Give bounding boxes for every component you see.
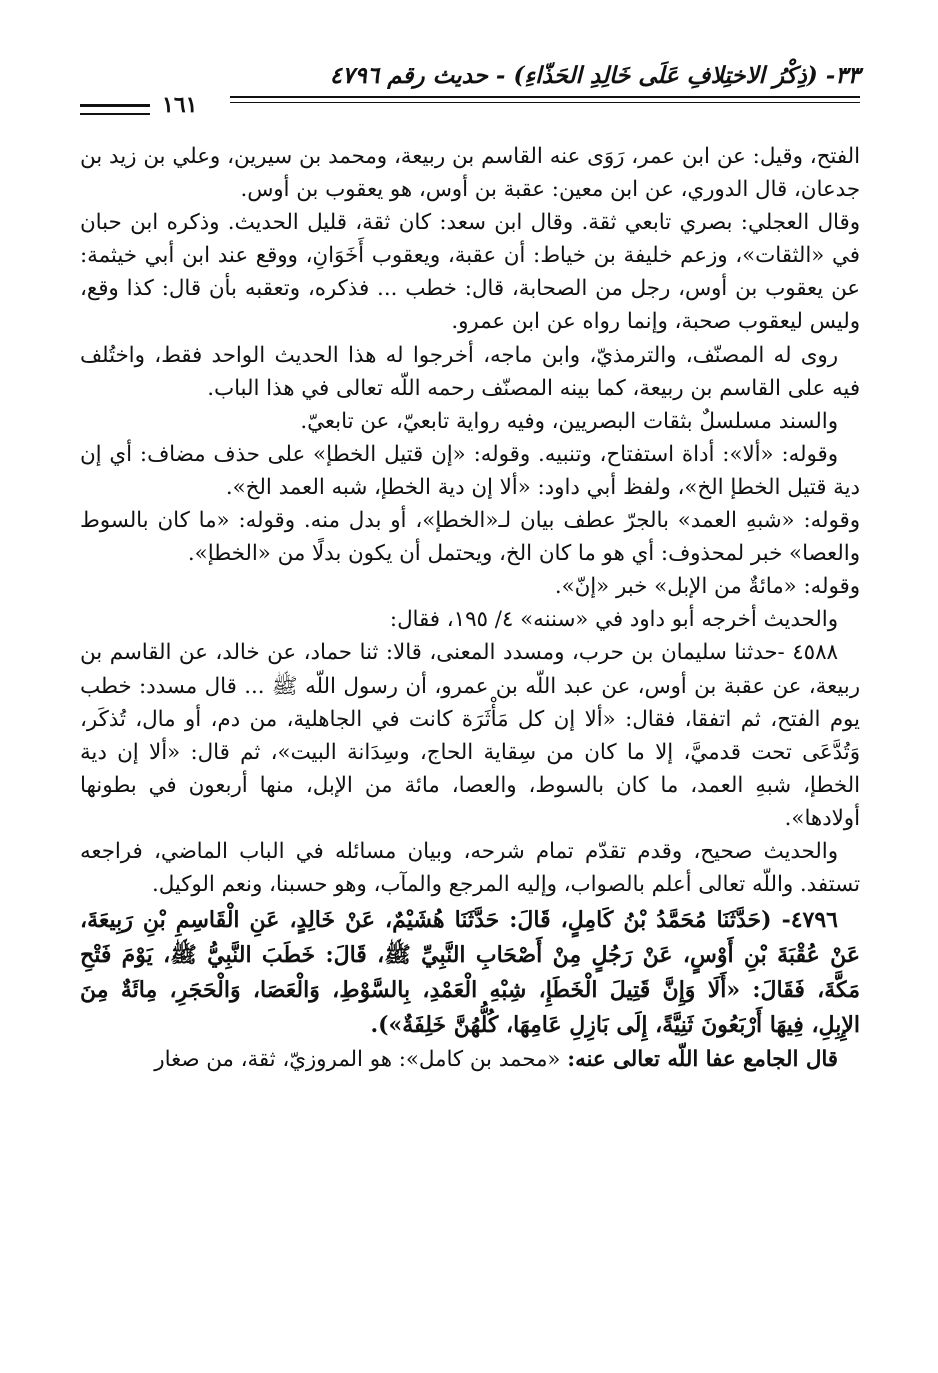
closing-text: «محمد بن كامل»: هو المروزيّ، ثقة، من صغار — [154, 1047, 568, 1073]
paragraph: روى له المصنّف، والترمذيّ، وابن ماجه، أخرجوا له هذا الحديث الواحد فقط، واختُلف فيه على القاسم بن ربيعة، كما بينه المصنّف رحمه اللّه تعالى في هذا الباب. — [80, 342, 860, 401]
closing-lead: قال الجامع عفا اللّه تعالى عنه: — [567, 1047, 838, 1073]
paragraph: الفتح، وقيل: عن ابن عمر، رَوَى عنه القاسم بن ربيعة، ومحمد بن سيرين، وعلي بن زيد بن جدعان، قال الدوري، عن ابن معين: عقبة بن أوس، هو يعقوب بن أوس. — [80, 144, 860, 203]
page-number: ١٦١ — [162, 92, 198, 118]
closing-paragraph — [80, 1043, 860, 1076]
paragraph: والسند مسلسلٌ بثقات البصريين، وفيه رواية تابعيّ، عن تابعيّ. — [300, 408, 838, 434]
paragraph: والحديث أخرجه أبو داود في «سننه» ٤/ ١٩٥، فقال: — [389, 607, 838, 633]
paragraph: والحديث صحيح، وقدم تقدّم تمام شرحه، وبيان مسائله في الباب الماضي، فراجعه تستفد. واللّه تعالى أعلم بالصواب، وإليه المرجع والمآب، وهو حسبنا، ونعم الوكيل. — [80, 838, 860, 898]
header-rule — [230, 96, 860, 103]
book-page — [80, 62, 860, 1352]
paragraph: وقوله: «مائةٌ من الإبل» خبر «إنّ». — [554, 574, 860, 600]
paragraph: ٤٥٨٨ -حدثنا سليمان بن حرب، ومسدد المعنى، قالا: ثنا حماد، عن خالد، عن القاسم بن ربيعة، عن عقبة بن أوس، عن عبد اللّه بن عمرو، أن رسول اللّه ﷺ ... قال مسدد: خطب يوم الفتح، ثم اتفقا، فقال: «ألا إن كل مَأْثَرَة كانت في الجاهلية، من دم، أو مال، تُذكَر، وَتُدَّعَى تحت قدميَّ، إلا ما كان من سِقاية الحاج، وسِدَانة البيت»، ثم قال: «ألا إن دية الخطإ، شبهِ العمد، ما كان بالسوط، والعصا، مائة من الإبل، منها أربعون في بطونها أولادها». — [80, 640, 860, 831]
page-header — [80, 62, 860, 118]
page-number-rule — [80, 104, 150, 115]
paragraph: وقوله: «ألا»: أداة استفتاح، وتنبيه. وقوله: «إن قتيل الخطإ» على حذف مضاف: أي إن دية قتيل الخطإ الخ»، ولفظ أبي داود: «ألا إن دية الخطإ، شبه العمد الخ». — [80, 441, 860, 500]
chapter-title: ٣٣- (ذِكْرُ الاختِلافِ عَلَى خَالِدِ الحَذّاءِ) - حديث رقم ٤٧٩٦ — [329, 62, 860, 89]
paragraph: وقوله: «شبهِ العمد» بالجرّ عطف بيان لـ«الخطإ»، أو بدل منه. وقوله: «ما كان بالسوط والعصا» خبر لمحذوف: أي هو ما كان الخ، ويحتمل أن يكون بدلًا من «الخطإ». — [80, 508, 860, 567]
paragraph: وقال العجلي: بصري تابعي ثقة. وقال ابن سعد: كان ثقة، قليل الحديث. وذكره ابن حبان في «الثقات»، وزعم خليفة بن خياط: أن عقبة، ويعقوب أَخَوَانِ، ووقع عند ابن أبي خيثمة: عن يعقوب بن أوس، رجل من الصحابة، قال: خطب ... فذكره، وتعقبه بأن قال: كذا وقع، وليس ليعقوب صحبة، وإنما رواه عن ابن عمرو. — [80, 210, 860, 335]
hadith-text: ٤٧٩٦- (حَدَّثَنَا مُحَمَّدُ بْنُ كَامِلٍ، قَالَ: حَدَّثَنَا هُشَيْمٌ، عَنْ خَالِدٍ، عَنِ الْقَاسِمِ بْنِ رَبِيعَةَ، عَنْ عُقْبَةَ بْنِ أَوْسٍ، عَنْ رَجُلٍ مِنْ أَصْحَابِ النَّبِيِّ ﷺ، قَالَ: خَطَبَ النَّبِيُّ ﷺ، يَوْمَ فَتْحِ مَكَّةَ، فَقَالَ: «أَلَا وَإِنَّ قَتِيلَ الْخَطَإِ، شِبْهِ الْعَمْدِ، بِالسَّوْطِ، وَالْعَصَا، وَالْحَجَرِ، مِائَةٌ مِنَ الإِبِلِ، فِيهَا أَرْبَعُونَ ثَنِيَّةً، إِلَى بَازِلِ عَامِهَا، كُلُّهُنَّ خَلِفَةٌ»). — [80, 907, 860, 1039]
page-content — [80, 140, 860, 1076]
